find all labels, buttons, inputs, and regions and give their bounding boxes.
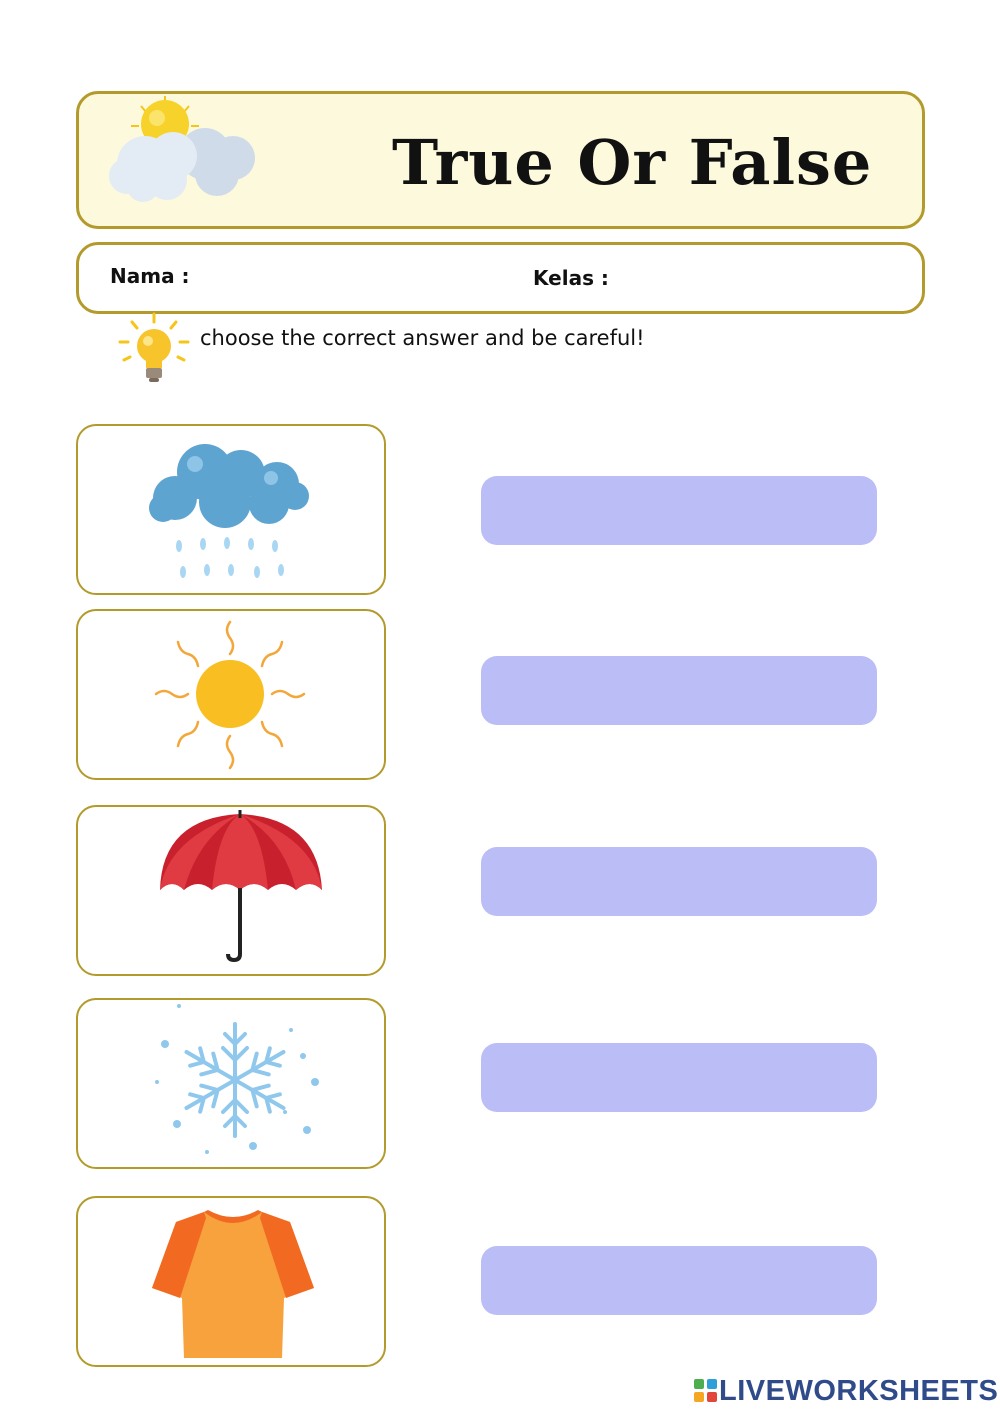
answer-field-4[interactable] — [481, 1043, 877, 1112]
instruction-text: choose the correct answer and be careful! — [200, 326, 645, 350]
liveworksheets-logo-icon — [693, 1378, 719, 1404]
lightbulb-icon — [114, 312, 194, 386]
sun-cloud-icon — [105, 92, 265, 204]
rain-cloud-icon — [145, 440, 315, 585]
logo-text: LIVEWORKSHEETS — [719, 1374, 999, 1407]
student-info-box — [76, 242, 925, 314]
sun-icon — [150, 616, 310, 774]
liveworksheets-logo — [693, 1374, 998, 1408]
answer-field-2[interactable] — [481, 656, 877, 725]
snowflake-icon — [145, 1000, 325, 1160]
kelas-label: Kelas : — [533, 266, 609, 290]
tshirt-icon — [150, 1208, 316, 1360]
page-title: True Or False — [392, 126, 873, 199]
answer-field-1[interactable] — [481, 476, 877, 545]
answer-field-5[interactable] — [481, 1246, 877, 1315]
answer-field-3[interactable] — [481, 847, 877, 916]
nama-label: Nama : — [110, 264, 190, 288]
umbrella-icon — [158, 808, 324, 964]
